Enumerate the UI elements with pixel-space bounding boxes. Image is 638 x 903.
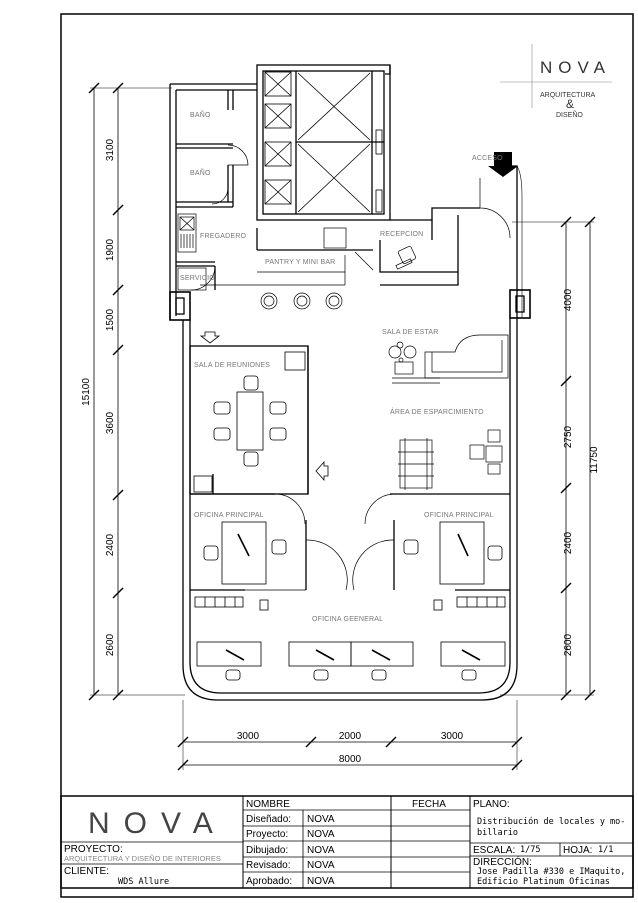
header-nombre: NOMBRE bbox=[246, 799, 290, 810]
dim-right-2600: 2600 bbox=[563, 633, 574, 657]
dim-left-2600: 2600 bbox=[105, 633, 116, 657]
direccion-line-1: Jose Padilla #330 e IMaquito, bbox=[477, 867, 626, 877]
room-oficina-principal-1: OFICINA PRINCIPAL bbox=[194, 512, 264, 519]
room-sala-reuniones: SALA DE REUNIONES bbox=[194, 362, 271, 369]
proyecto-label: PROYECTO: bbox=[64, 844, 123, 855]
logo-line2: DISEÑO bbox=[556, 112, 583, 119]
row-disenado-value: NOVA bbox=[307, 814, 335, 825]
dim-left-total: 15100 bbox=[81, 378, 92, 406]
dim-bottom-3000b: 3000 bbox=[440, 731, 464, 742]
dim-right-2750: 2750 bbox=[563, 425, 574, 449]
room-acceso: ACCESO bbox=[472, 155, 503, 162]
row-revisado-label: Revisado: bbox=[246, 860, 291, 871]
room-recepcion: RECEPCION bbox=[380, 231, 424, 238]
row-aprobado-label: Aprobado: bbox=[246, 876, 293, 887]
dim-left-3100: 3100 bbox=[105, 138, 116, 162]
pantry-counter bbox=[200, 228, 346, 309]
dim-right-4000: 4000 bbox=[563, 288, 574, 312]
dim-left-1900: 1900 bbox=[105, 238, 116, 262]
room-fregadero: FREGADERO bbox=[200, 233, 247, 240]
lounge-furniture bbox=[389, 335, 508, 383]
row-proyecto-label: Proyecto: bbox=[246, 829, 289, 840]
dim-left-2400: 2400 bbox=[105, 533, 116, 557]
cliente-value: WDS Allure bbox=[118, 877, 170, 887]
reception-chair-icon bbox=[396, 246, 416, 269]
room-oficina-principal-2: OFICINA PRINCIPAL bbox=[424, 512, 494, 519]
office-desk-right bbox=[404, 522, 502, 584]
direccion-line-2: Edificio Platinum Oficinas bbox=[477, 877, 611, 887]
hoja-value: 1/1 bbox=[598, 845, 614, 855]
nova-logo bbox=[500, 44, 612, 119]
dim-left-3600: 3600 bbox=[105, 411, 116, 435]
proyecto-value: ARQUITECTURA Y DISEÑO DE INTERIORES bbox=[64, 854, 221, 863]
room-sala-estar: SALA DE ESTAR bbox=[382, 329, 439, 336]
plano-value-2: billario bbox=[477, 828, 518, 838]
logo-name: NOVA bbox=[540, 58, 611, 77]
room-bano-2: BAÑO bbox=[190, 170, 211, 177]
recreation-furniture bbox=[398, 430, 502, 490]
row-aprobado-value: NOVA bbox=[307, 876, 335, 887]
arrow-left-icon bbox=[316, 462, 328, 480]
dim-bottom-total: 8000 bbox=[338, 754, 362, 765]
storage-cabinets bbox=[195, 597, 505, 610]
logo-line1: ARQUITECTURA bbox=[540, 92, 596, 99]
title-block-logo: NOVA bbox=[88, 807, 227, 840]
arrow-down-icon bbox=[201, 332, 219, 343]
office-desk-left bbox=[190, 522, 306, 590]
dim-bottom-2000: 2000 bbox=[338, 731, 362, 742]
dim-left-1500: 1500 bbox=[105, 308, 116, 332]
dim-right-total: 11750 bbox=[589, 446, 600, 474]
direccion-label: DIRECCIÓN: bbox=[473, 857, 532, 868]
row-dibujado-label: Dibujado: bbox=[246, 845, 289, 856]
escala-label: ESCALA: bbox=[473, 845, 516, 856]
escala-value: 1/75 bbox=[520, 845, 541, 855]
row-disenado-label: Diseñado: bbox=[246, 814, 292, 825]
room-pantry: PANTRY Y MINI BAR bbox=[265, 259, 336, 266]
room-servicio: SERVICIO bbox=[180, 275, 215, 282]
plano-value-1: Distribución de locales y mo- bbox=[477, 817, 626, 827]
header-plano: PLANO: bbox=[473, 799, 510, 810]
logo-amp: & bbox=[566, 97, 575, 111]
hoja-label: HOJA: bbox=[563, 845, 593, 856]
row-dibujado-value: NOVA bbox=[307, 845, 335, 856]
meeting-table bbox=[194, 352, 305, 492]
room-oficina-general: OFICINA GEENERAL bbox=[312, 616, 384, 623]
room-area-esparcimiento: ÁREA DE ESPARCIMIENTO bbox=[390, 409, 484, 416]
row-revisado-value: NOVA bbox=[307, 860, 335, 871]
row-proyecto-value: NOVA bbox=[307, 829, 335, 840]
room-bano-1: BAÑO bbox=[190, 112, 211, 119]
dim-right-2400: 2400 bbox=[563, 531, 574, 555]
cliente-label: CLIENTE: bbox=[64, 866, 110, 877]
general-office-desks bbox=[197, 642, 505, 680]
header-fecha: FECHA bbox=[412, 799, 446, 810]
dim-bottom-3000a: 3000 bbox=[236, 731, 260, 742]
